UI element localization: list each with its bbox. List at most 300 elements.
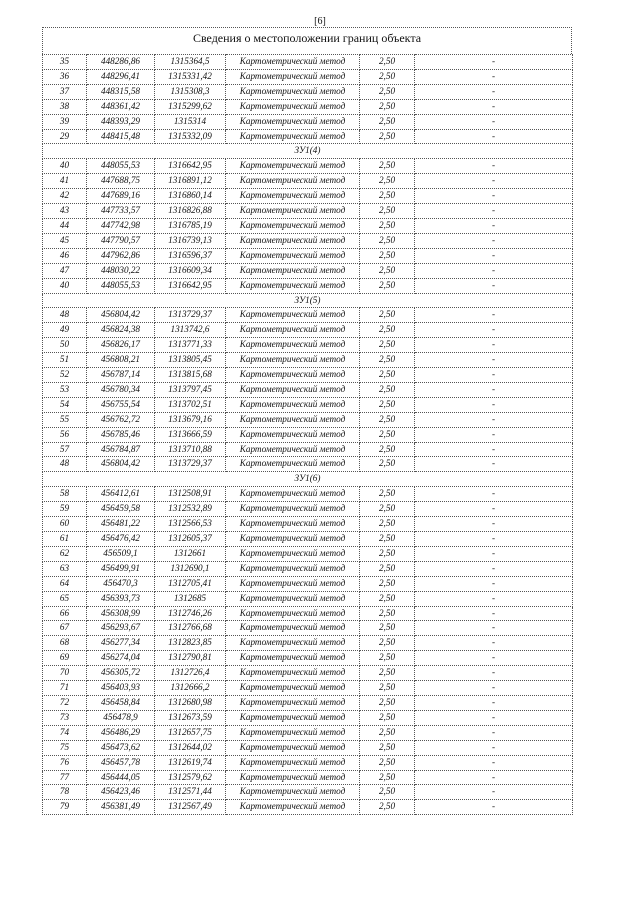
description-cell: - <box>415 397 573 412</box>
method-cell: Картометрический метод <box>226 368 360 383</box>
point-number-cell: 61 <box>43 532 87 547</box>
accuracy-cell: 2,50 <box>360 681 415 696</box>
accuracy-cell: 2,50 <box>360 233 415 248</box>
table-row <box>43 308 573 323</box>
method-cell: Картометрический метод <box>226 69 360 84</box>
point-number-cell: 77 <box>43 770 87 785</box>
x-coordinate-cell: 456277,34 <box>87 636 155 651</box>
x-coordinate-cell: 448296,41 <box>87 69 155 84</box>
y-coordinate-cell: 1313805,45 <box>155 353 226 368</box>
x-coordinate-cell: 456470,3 <box>87 576 155 591</box>
table-body <box>43 55 573 815</box>
description-cell: - <box>415 55 573 70</box>
x-coordinate-cell: 448286,86 <box>87 55 155 70</box>
x-coordinate-cell: 456458,84 <box>87 695 155 710</box>
method-cell: Картометрический метод <box>226 338 360 353</box>
y-coordinate-cell: 1316860,14 <box>155 189 226 204</box>
method-cell: Картометрический метод <box>226 740 360 755</box>
description-cell: - <box>415 695 573 710</box>
table-row <box>43 576 573 591</box>
accuracy-cell: 2,50 <box>360 517 415 532</box>
x-coordinate-cell: 456804,42 <box>87 457 155 472</box>
accuracy-cell: 2,50 <box>360 502 415 517</box>
y-coordinate-cell: 1312705,41 <box>155 576 226 591</box>
accuracy-cell: 2,50 <box>360 382 415 397</box>
accuracy-cell: 2,50 <box>360 55 415 70</box>
x-coordinate-cell: 456784,87 <box>87 442 155 457</box>
y-coordinate-cell: 1312790,81 <box>155 651 226 666</box>
method-cell: Картометрический метод <box>226 517 360 532</box>
y-coordinate-cell: 1315299,62 <box>155 99 226 114</box>
point-number-cell: 67 <box>43 621 87 636</box>
accuracy-cell: 2,50 <box>360 353 415 368</box>
point-number-cell: 52 <box>43 368 87 383</box>
description-cell: - <box>415 427 573 442</box>
description-cell: - <box>415 99 573 114</box>
accuracy-cell: 2,50 <box>360 785 415 800</box>
table-row <box>43 233 573 248</box>
description-cell: - <box>415 740 573 755</box>
table-row <box>43 129 573 144</box>
accuracy-cell: 2,50 <box>360 651 415 666</box>
method-cell: Картометрический метод <box>226 636 360 651</box>
method-cell: Картометрический метод <box>226 532 360 547</box>
y-coordinate-cell: 1315332,09 <box>155 129 226 144</box>
point-number-cell: 41 <box>43 174 87 189</box>
description-cell: - <box>415 382 573 397</box>
description-cell: - <box>415 218 573 233</box>
point-number-cell: 44 <box>43 218 87 233</box>
boundary-table-sheet <box>42 27 572 815</box>
y-coordinate-cell: 1315364,5 <box>155 55 226 70</box>
table-row <box>43 532 573 547</box>
accuracy-cell: 2,50 <box>360 442 415 457</box>
accuracy-cell: 2,50 <box>360 323 415 338</box>
y-coordinate-cell: 1312766,68 <box>155 621 226 636</box>
y-coordinate-cell: 1316826,88 <box>155 204 226 219</box>
description-cell: - <box>415 338 573 353</box>
description-cell: - <box>415 576 573 591</box>
description-cell: - <box>415 308 573 323</box>
accuracy-cell: 2,50 <box>360 725 415 740</box>
point-number-cell: 36 <box>43 69 87 84</box>
point-number-cell: 43 <box>43 204 87 219</box>
table-row <box>43 725 573 740</box>
table-row <box>43 218 573 233</box>
accuracy-cell: 2,50 <box>360 99 415 114</box>
table-row <box>43 606 573 621</box>
accuracy-cell: 2,50 <box>360 263 415 278</box>
accuracy-cell: 2,50 <box>360 621 415 636</box>
point-number-cell: 50 <box>43 338 87 353</box>
point-number-cell: 63 <box>43 561 87 576</box>
method-cell: Картометрический метод <box>226 755 360 770</box>
method-cell: Картометрический метод <box>226 561 360 576</box>
method-cell: Картометрический метод <box>226 770 360 785</box>
method-cell: Картометрический метод <box>226 84 360 99</box>
point-number-cell: 57 <box>43 442 87 457</box>
description-cell: - <box>415 69 573 84</box>
table-row <box>43 740 573 755</box>
accuracy-cell: 2,50 <box>360 248 415 263</box>
table-row <box>43 561 573 576</box>
x-coordinate-cell: 456473,62 <box>87 740 155 755</box>
point-number-cell: 35 <box>43 55 87 70</box>
y-coordinate-cell: 1313729,37 <box>155 308 226 323</box>
accuracy-cell: 2,50 <box>360 397 415 412</box>
accuracy-cell: 2,50 <box>360 174 415 189</box>
method-cell: Картометрический метод <box>226 129 360 144</box>
point-number-cell: 58 <box>43 487 87 502</box>
table-row <box>43 263 573 278</box>
point-number-cell: 49 <box>43 323 87 338</box>
y-coordinate-cell: 1312508,91 <box>155 487 226 502</box>
accuracy-cell: 2,50 <box>360 606 415 621</box>
description-cell: - <box>415 248 573 263</box>
x-coordinate-cell: 456274,04 <box>87 651 155 666</box>
point-number-cell: 68 <box>43 636 87 651</box>
description-cell: - <box>415 725 573 740</box>
point-number-cell: 29 <box>43 129 87 144</box>
section-row <box>43 144 573 159</box>
method-cell: Картометрический метод <box>226 546 360 561</box>
description-cell: - <box>415 800 573 815</box>
accuracy-cell: 2,50 <box>360 800 415 815</box>
y-coordinate-cell: 1316891,12 <box>155 174 226 189</box>
table-row <box>43 651 573 666</box>
x-coordinate-cell: 456457,78 <box>87 755 155 770</box>
method-cell: Картометрический метод <box>226 99 360 114</box>
method-cell: Картометрический метод <box>226 710 360 725</box>
method-cell: Картометрический метод <box>226 681 360 696</box>
page-number: [6] <box>314 16 326 27</box>
y-coordinate-cell: 1313771,33 <box>155 338 226 353</box>
point-number-cell: 39 <box>43 114 87 129</box>
table-row <box>43 666 573 681</box>
method-cell: Картометрический метод <box>226 427 360 442</box>
description-cell: - <box>415 189 573 204</box>
method-cell: Картометрический метод <box>226 442 360 457</box>
table-row <box>43 99 573 114</box>
description-cell: - <box>415 457 573 472</box>
point-number-cell: 38 <box>43 99 87 114</box>
description-cell: - <box>415 770 573 785</box>
table-row <box>43 442 573 457</box>
x-coordinate-cell: 456293,67 <box>87 621 155 636</box>
x-coordinate-cell: 447688,75 <box>87 174 155 189</box>
method-cell: Картометрический метод <box>226 785 360 800</box>
table-row <box>43 382 573 397</box>
x-coordinate-cell: 456308,99 <box>87 606 155 621</box>
accuracy-cell: 2,50 <box>360 114 415 129</box>
y-coordinate-cell: 1312661 <box>155 546 226 561</box>
method-cell: Картометрический метод <box>226 695 360 710</box>
description-cell: - <box>415 84 573 99</box>
x-coordinate-cell: 456476,42 <box>87 532 155 547</box>
description-cell: - <box>415 710 573 725</box>
table-row <box>43 189 573 204</box>
x-coordinate-cell: 448030,22 <box>87 263 155 278</box>
y-coordinate-cell: 1313729,37 <box>155 457 226 472</box>
description-cell: - <box>415 487 573 502</box>
accuracy-cell: 2,50 <box>360 532 415 547</box>
point-number-cell: 46 <box>43 248 87 263</box>
y-coordinate-cell: 1315308,3 <box>155 84 226 99</box>
x-coordinate-cell: 456412,61 <box>87 487 155 502</box>
y-coordinate-cell: 1313742,6 <box>155 323 226 338</box>
point-number-cell: 79 <box>43 800 87 815</box>
point-number-cell: 42 <box>43 189 87 204</box>
x-coordinate-cell: 456423,46 <box>87 785 155 800</box>
method-cell: Картометрический метод <box>226 114 360 129</box>
description-cell: - <box>415 502 573 517</box>
method-cell: Картометрический метод <box>226 606 360 621</box>
point-number-cell: 54 <box>43 397 87 412</box>
table-row <box>43 517 573 532</box>
y-coordinate-cell: 1312673,59 <box>155 710 226 725</box>
x-coordinate-cell: 456804,42 <box>87 308 155 323</box>
method-cell: Картометрический метод <box>226 263 360 278</box>
x-coordinate-cell: 456780,34 <box>87 382 155 397</box>
table-row <box>43 636 573 651</box>
accuracy-cell: 2,50 <box>360 412 415 427</box>
accuracy-cell: 2,50 <box>360 561 415 576</box>
method-cell: Картометрический метод <box>226 353 360 368</box>
section-label: ЗУ1(5) <box>43 293 573 308</box>
description-cell: - <box>415 368 573 383</box>
x-coordinate-cell: 456808,21 <box>87 353 155 368</box>
accuracy-cell: 2,50 <box>360 278 415 293</box>
method-cell: Картометрический метод <box>226 621 360 636</box>
description-cell: - <box>415 785 573 800</box>
description-cell: - <box>415 681 573 696</box>
method-cell: Картометрический метод <box>226 800 360 815</box>
point-number-cell: 62 <box>43 546 87 561</box>
y-coordinate-cell: 1312726,4 <box>155 666 226 681</box>
y-coordinate-cell: 1312746,26 <box>155 606 226 621</box>
table-row <box>43 681 573 696</box>
table-row <box>43 159 573 174</box>
accuracy-cell: 2,50 <box>360 218 415 233</box>
point-number-cell: 48 <box>43 308 87 323</box>
table-row <box>43 785 573 800</box>
x-coordinate-cell: 447742,98 <box>87 218 155 233</box>
x-coordinate-cell: 456499,91 <box>87 561 155 576</box>
table-row <box>43 457 573 472</box>
section-label: ЗУ1(4) <box>43 144 573 159</box>
table-row <box>43 248 573 263</box>
y-coordinate-cell: 1312644,02 <box>155 740 226 755</box>
y-coordinate-cell: 1312685 <box>155 591 226 606</box>
accuracy-cell: 2,50 <box>360 159 415 174</box>
method-cell: Картометрический метод <box>226 725 360 740</box>
table-row <box>43 174 573 189</box>
x-coordinate-cell: 447733,57 <box>87 204 155 219</box>
method-cell: Картометрический метод <box>226 174 360 189</box>
accuracy-cell: 2,50 <box>360 636 415 651</box>
y-coordinate-cell: 1316596,37 <box>155 248 226 263</box>
x-coordinate-cell: 456444,05 <box>87 770 155 785</box>
y-coordinate-cell: 1315314 <box>155 114 226 129</box>
method-cell: Картометрический метод <box>226 457 360 472</box>
x-coordinate-cell: 448393,29 <box>87 114 155 129</box>
accuracy-cell: 2,50 <box>360 770 415 785</box>
point-number-cell: 48 <box>43 457 87 472</box>
method-cell: Картометрический метод <box>226 55 360 70</box>
accuracy-cell: 2,50 <box>360 204 415 219</box>
description-cell: - <box>415 278 573 293</box>
table-row <box>43 368 573 383</box>
point-number-cell: 69 <box>43 651 87 666</box>
method-cell: Картометрический метод <box>226 487 360 502</box>
x-coordinate-cell: 456762,72 <box>87 412 155 427</box>
description-cell: - <box>415 561 573 576</box>
description-cell: - <box>415 323 573 338</box>
method-cell: Картометрический метод <box>226 233 360 248</box>
accuracy-cell: 2,50 <box>360 666 415 681</box>
accuracy-cell: 2,50 <box>360 710 415 725</box>
x-coordinate-cell: 447962,86 <box>87 248 155 263</box>
table-row <box>43 84 573 99</box>
section-row <box>43 293 573 308</box>
method-cell: Картометрический метод <box>226 323 360 338</box>
accuracy-cell: 2,50 <box>360 69 415 84</box>
method-cell: Картометрический метод <box>226 591 360 606</box>
table-row <box>43 323 573 338</box>
point-number-cell: 73 <box>43 710 87 725</box>
method-cell: Картометрический метод <box>226 651 360 666</box>
method-cell: Картометрический метод <box>226 397 360 412</box>
y-coordinate-cell: 1312566,53 <box>155 517 226 532</box>
y-coordinate-cell: 1316642,95 <box>155 159 226 174</box>
accuracy-cell: 2,50 <box>360 457 415 472</box>
description-cell: - <box>415 517 573 532</box>
point-number-cell: 40 <box>43 278 87 293</box>
point-number-cell: 51 <box>43 353 87 368</box>
method-cell: Картометрический метод <box>226 382 360 397</box>
table-title: Сведения о местоположении границ объекта <box>42 27 572 54</box>
accuracy-cell: 2,50 <box>360 695 415 710</box>
table-row <box>43 502 573 517</box>
method-cell: Картометрический метод <box>226 278 360 293</box>
table-row <box>43 755 573 770</box>
table-row <box>43 55 573 70</box>
y-coordinate-cell: 1316609,34 <box>155 263 226 278</box>
description-cell: - <box>415 114 573 129</box>
y-coordinate-cell: 1312680,98 <box>155 695 226 710</box>
x-coordinate-cell: 456824,38 <box>87 323 155 338</box>
description-cell: - <box>415 546 573 561</box>
description-cell: - <box>415 651 573 666</box>
description-cell: - <box>415 591 573 606</box>
method-cell: Картометрический метод <box>226 204 360 219</box>
y-coordinate-cell: 1312690,1 <box>155 561 226 576</box>
method-cell: Картометрический метод <box>226 576 360 591</box>
table-row <box>43 695 573 710</box>
x-coordinate-cell: 456755,54 <box>87 397 155 412</box>
point-number-cell: 53 <box>43 382 87 397</box>
x-coordinate-cell: 448055,53 <box>87 278 155 293</box>
point-number-cell: 59 <box>43 502 87 517</box>
x-coordinate-cell: 448055,53 <box>87 159 155 174</box>
table-row <box>43 397 573 412</box>
y-coordinate-cell: 1312532,89 <box>155 502 226 517</box>
point-number-cell: 37 <box>43 84 87 99</box>
point-number-cell: 74 <box>43 725 87 740</box>
point-number-cell: 40 <box>43 159 87 174</box>
description-cell: - <box>415 174 573 189</box>
y-coordinate-cell: 1316739,13 <box>155 233 226 248</box>
x-coordinate-cell: 447689,16 <box>87 189 155 204</box>
point-number-cell: 47 <box>43 263 87 278</box>
method-cell: Картометрический метод <box>226 189 360 204</box>
table-row <box>43 546 573 561</box>
x-coordinate-cell: 456381,49 <box>87 800 155 815</box>
y-coordinate-cell: 1312666,2 <box>155 681 226 696</box>
accuracy-cell: 2,50 <box>360 427 415 442</box>
description-cell: - <box>415 636 573 651</box>
table-row <box>43 204 573 219</box>
description-cell: - <box>415 263 573 278</box>
description-cell: - <box>415 442 573 457</box>
y-coordinate-cell: 1312823,85 <box>155 636 226 651</box>
boundary-coordinates-table <box>42 54 573 815</box>
point-number-cell: 56 <box>43 427 87 442</box>
table-row <box>43 800 573 815</box>
y-coordinate-cell: 1315331,42 <box>155 69 226 84</box>
method-cell: Картометрический метод <box>226 159 360 174</box>
table-row <box>43 427 573 442</box>
y-coordinate-cell: 1312579,62 <box>155 770 226 785</box>
y-coordinate-cell: 1312571,44 <box>155 785 226 800</box>
y-coordinate-cell: 1312567,49 <box>155 800 226 815</box>
point-number-cell: 72 <box>43 695 87 710</box>
description-cell: - <box>415 666 573 681</box>
table-row <box>43 412 573 427</box>
description-cell: - <box>415 233 573 248</box>
table-row <box>43 338 573 353</box>
x-coordinate-cell: 456478,9 <box>87 710 155 725</box>
y-coordinate-cell: 1313702,51 <box>155 397 226 412</box>
description-cell: - <box>415 412 573 427</box>
table-row <box>43 114 573 129</box>
method-cell: Картометрический метод <box>226 412 360 427</box>
point-number-cell: 75 <box>43 740 87 755</box>
table-row <box>43 487 573 502</box>
description-cell: - <box>415 532 573 547</box>
point-number-cell: 66 <box>43 606 87 621</box>
accuracy-cell: 2,50 <box>360 368 415 383</box>
description-cell: - <box>415 353 573 368</box>
y-coordinate-cell: 1313710,88 <box>155 442 226 457</box>
description-cell: - <box>415 606 573 621</box>
point-number-cell: 70 <box>43 666 87 681</box>
x-coordinate-cell: 448361,42 <box>87 99 155 114</box>
method-cell: Картометрический метод <box>226 666 360 681</box>
x-coordinate-cell: 447790,57 <box>87 233 155 248</box>
x-coordinate-cell: 456826,17 <box>87 338 155 353</box>
method-cell: Картометрический метод <box>226 218 360 233</box>
accuracy-cell: 2,50 <box>360 338 415 353</box>
x-coordinate-cell: 456787,14 <box>87 368 155 383</box>
accuracy-cell: 2,50 <box>360 308 415 323</box>
accuracy-cell: 2,50 <box>360 84 415 99</box>
y-coordinate-cell: 1313666,59 <box>155 427 226 442</box>
accuracy-cell: 2,50 <box>360 189 415 204</box>
accuracy-cell: 2,50 <box>360 129 415 144</box>
x-coordinate-cell: 456393,73 <box>87 591 155 606</box>
table-row <box>43 621 573 636</box>
